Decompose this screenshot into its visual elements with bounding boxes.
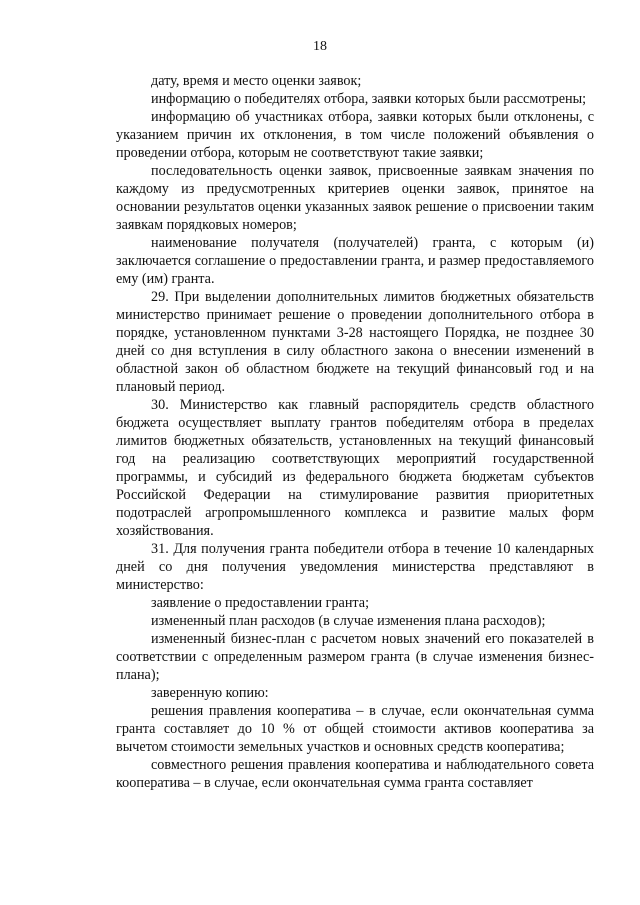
paragraph-expense-plan: измененный план расходов (в случае изменения плана расходов); [151,613,546,629]
paragraph-business-plan: измененный бизнес-план с расчетом новых значений его показателей в соответствии с определенным размером гранта (в случае изменения бизнес-плана); [116,631,594,683]
paragraph-grant-recipient: наименование получателя (получателей) гранта, с которым (и) заключается соглашение о предоставлении гранта, и размер предоставляемого ему (им) гранта. [116,235,594,287]
paragraph-joint-decision: совместного решения правления кооператива и наблюдательного совета кооператива – в случае, если окончательная сумма гранта составляет [116,757,594,791]
paragraph-winners-info: информацию о победителях отбора, заявки которых были рассмотрены; [151,91,587,107]
page-number: 18 [313,39,327,54]
paragraph-clause-29: 29. При выделении дополнительных лимитов бюджетных обязательств министерство принимает решение о проведении дополнительного отбора в порядке, установленном пунктами 3-28 настоящего Порядка, не позднее 30 дней со дня вступления в силу областного закона о внесении изменений в областной закон об областном бюджете на текущий финансовый год и на плановый период. [116,289,594,395]
paragraph-rejected-participants: информацию об участниках отбора, заявки которых были отклонены, с указанием причин их отклонения, в том числе положений объявления о проведении отбора, которым не соответствуют такие заявки; [116,109,594,161]
paragraph-grant-application: заявление о предоставлении гранта; [151,595,370,611]
paragraph-certified-copy: заверенную копию: [151,685,269,701]
paragraph-clause-31: 31. Для получения гранта победители отбора в течение 10 календарных дней со дня получения уведомления министерства представляют в министерство: [116,541,594,593]
document-body [116,72,594,792]
paragraph-assessment-date: дату, время и место оценки заявок; [151,73,362,89]
paragraph-board-decision: решения правления кооператива – в случае, если окончательная сумма гранта составляет до 10 % от общей стоимости активов кооператива за вычетом стоимости земельных участков и основных средств кооператива; [116,703,594,755]
paragraph-assessment-sequence: последовательность оценки заявок, присвоенные заявкам значения по каждому из предусмотренных критериев оценки заявок, принятое на основании результатов оценки указанных заявок решение о присвоении таким заявкам порядковых номеров; [116,163,594,233]
paragraph-clause-30: 30. Министерство как главный распорядитель средств областного бюджета осуществляет выплату грантов победителям отбора в пределах лимитов бюджетных обязательств, установленных на текущий финансовый год на реализацию соответствующих мероприятий государственной программы, и субсидий из федерального бюджета бюджетам субъектов Российской Федерации на стимулирование развития приоритетных подотраслей агропромышленного комплекса и развитие малых форм хозяйствования. [116,397,594,539]
